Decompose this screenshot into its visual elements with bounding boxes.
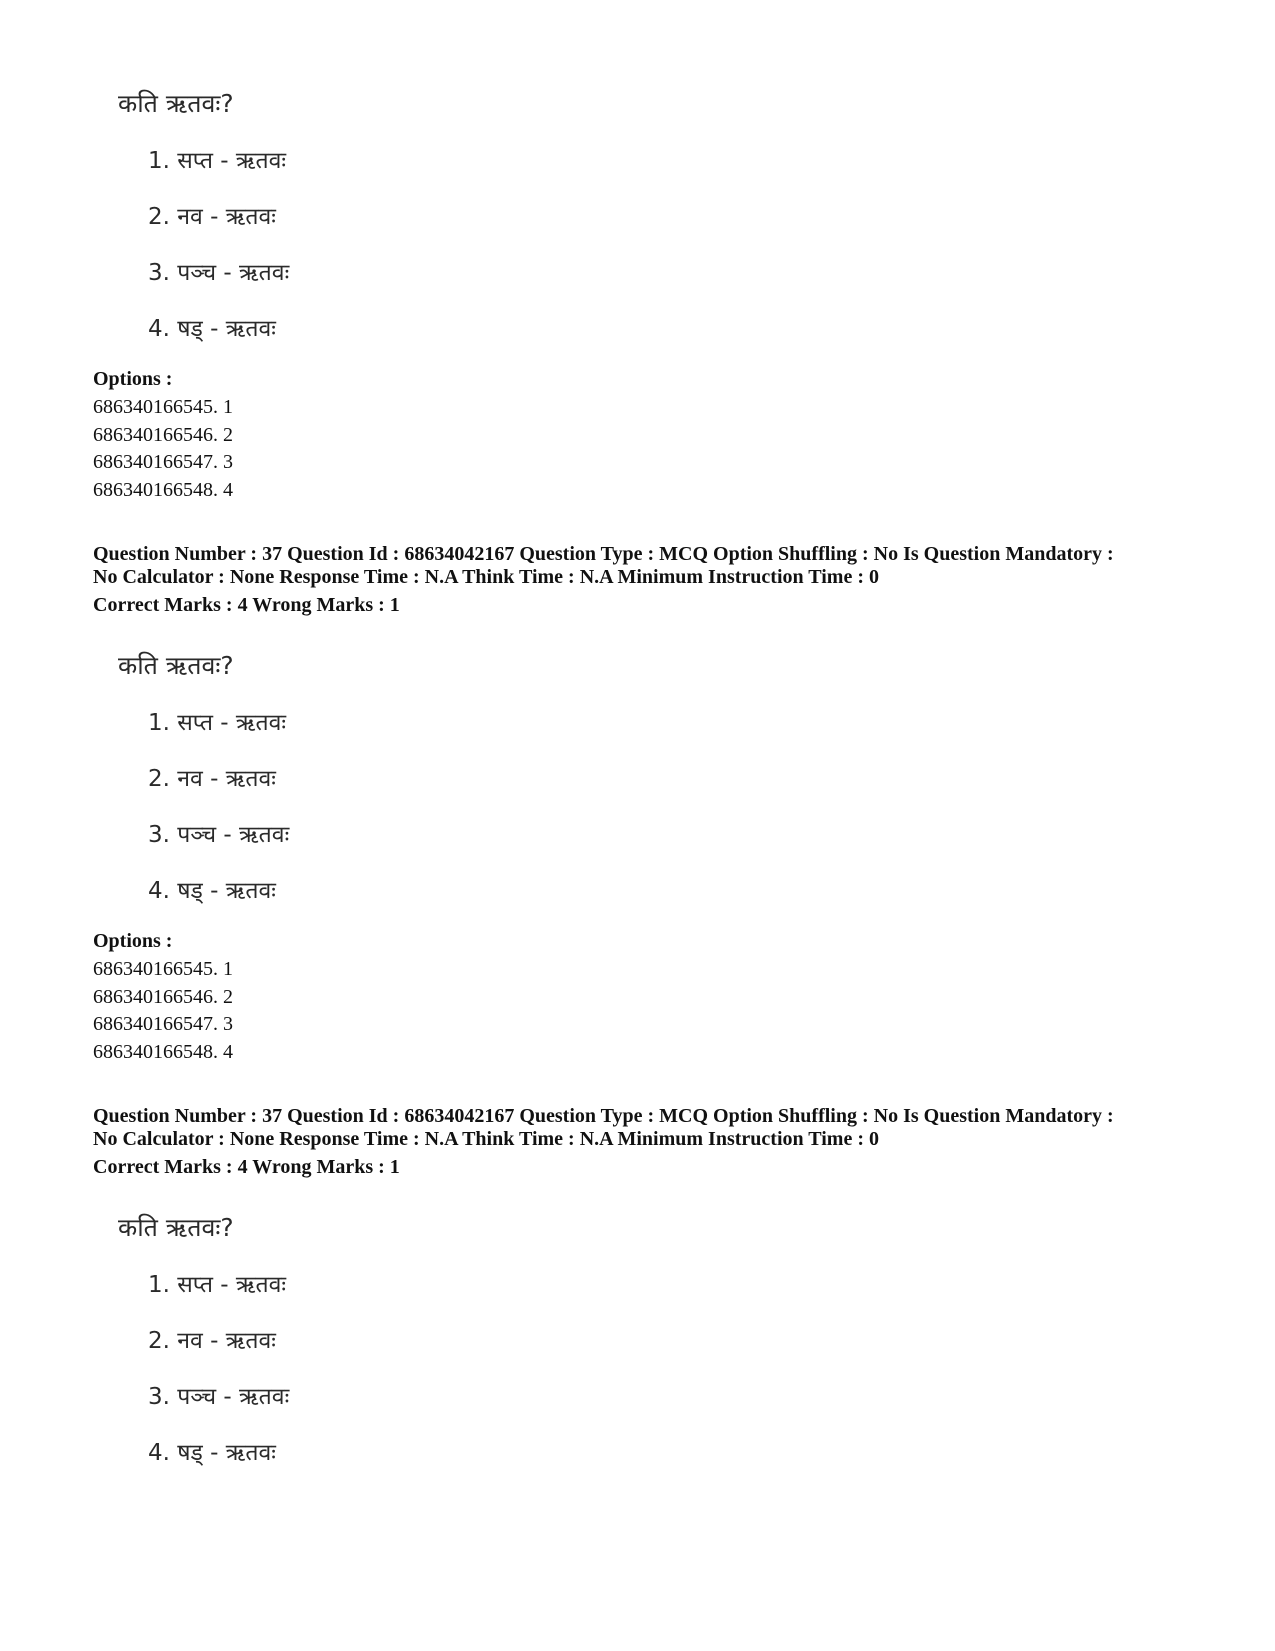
question-text: कति ऋतवः? <box>118 651 234 680</box>
options-label: Options : <box>93 930 173 952</box>
option-line-3: 686340166547. 3 <box>93 1013 233 1035</box>
option-line-3: 686340166547. 3 <box>93 451 233 473</box>
question-meta-line-2: No Calculator : None Response Time : N.A Think Time : N.A Minimum Instruction Time : 0 <box>93 1128 879 1150</box>
option-line-1: 686340166545. 1 <box>93 396 233 418</box>
option-line-4: 686340166548. 4 <box>93 1041 233 1063</box>
choice-4: 4. षड् - ऋतवः <box>148 1440 276 1466</box>
choice-4: 4. षड् - ऋतवः <box>148 878 276 904</box>
option-line-2: 686340166546. 2 <box>93 424 233 446</box>
question-meta-line-1: Question Number : 37 Question Id : 68634042167 Question Type : MCQ Option Shuffling : No Is Question Mandatory : <box>93 1105 1114 1127</box>
choice-2: 2. नव - ऋतवः <box>148 204 276 230</box>
choice-1: 1. सप्त - ऋतवः <box>148 1272 287 1298</box>
question-meta-line-2: No Calculator : None Response Time : N.A Think Time : N.A Minimum Instruction Time : 0 <box>93 566 879 588</box>
choice-3: 3. पञ्च - ऋतवः <box>148 822 290 848</box>
marks-line: Correct Marks : 4 Wrong Marks : 1 <box>93 1156 400 1178</box>
marks-line: Correct Marks : 4 Wrong Marks : 1 <box>93 594 400 616</box>
choice-1: 1. सप्त - ऋतवः <box>148 710 287 736</box>
choice-1: 1. सप्त - ऋतवः <box>148 148 287 174</box>
question-text: कति ऋतवः? <box>118 1213 234 1242</box>
question-meta-line-1: Question Number : 37 Question Id : 68634042167 Question Type : MCQ Option Shuffling : No Is Question Mandatory : <box>93 543 1114 565</box>
option-line-2: 686340166546. 2 <box>93 986 233 1008</box>
question-text: कति ऋतवः? <box>118 89 234 118</box>
choice-3: 3. पञ्च - ऋतवः <box>148 260 290 286</box>
option-line-4: 686340166548. 4 <box>93 479 233 501</box>
option-line-1: 686340166545. 1 <box>93 958 233 980</box>
choice-2: 2. नव - ऋतवः <box>148 766 276 792</box>
choice-3: 3. पञ्च - ऋतवः <box>148 1384 290 1410</box>
options-label: Options : <box>93 368 173 390</box>
choice-2: 2. नव - ऋतवः <box>148 1328 276 1354</box>
choice-4: 4. षड् - ऋतवः <box>148 316 276 342</box>
